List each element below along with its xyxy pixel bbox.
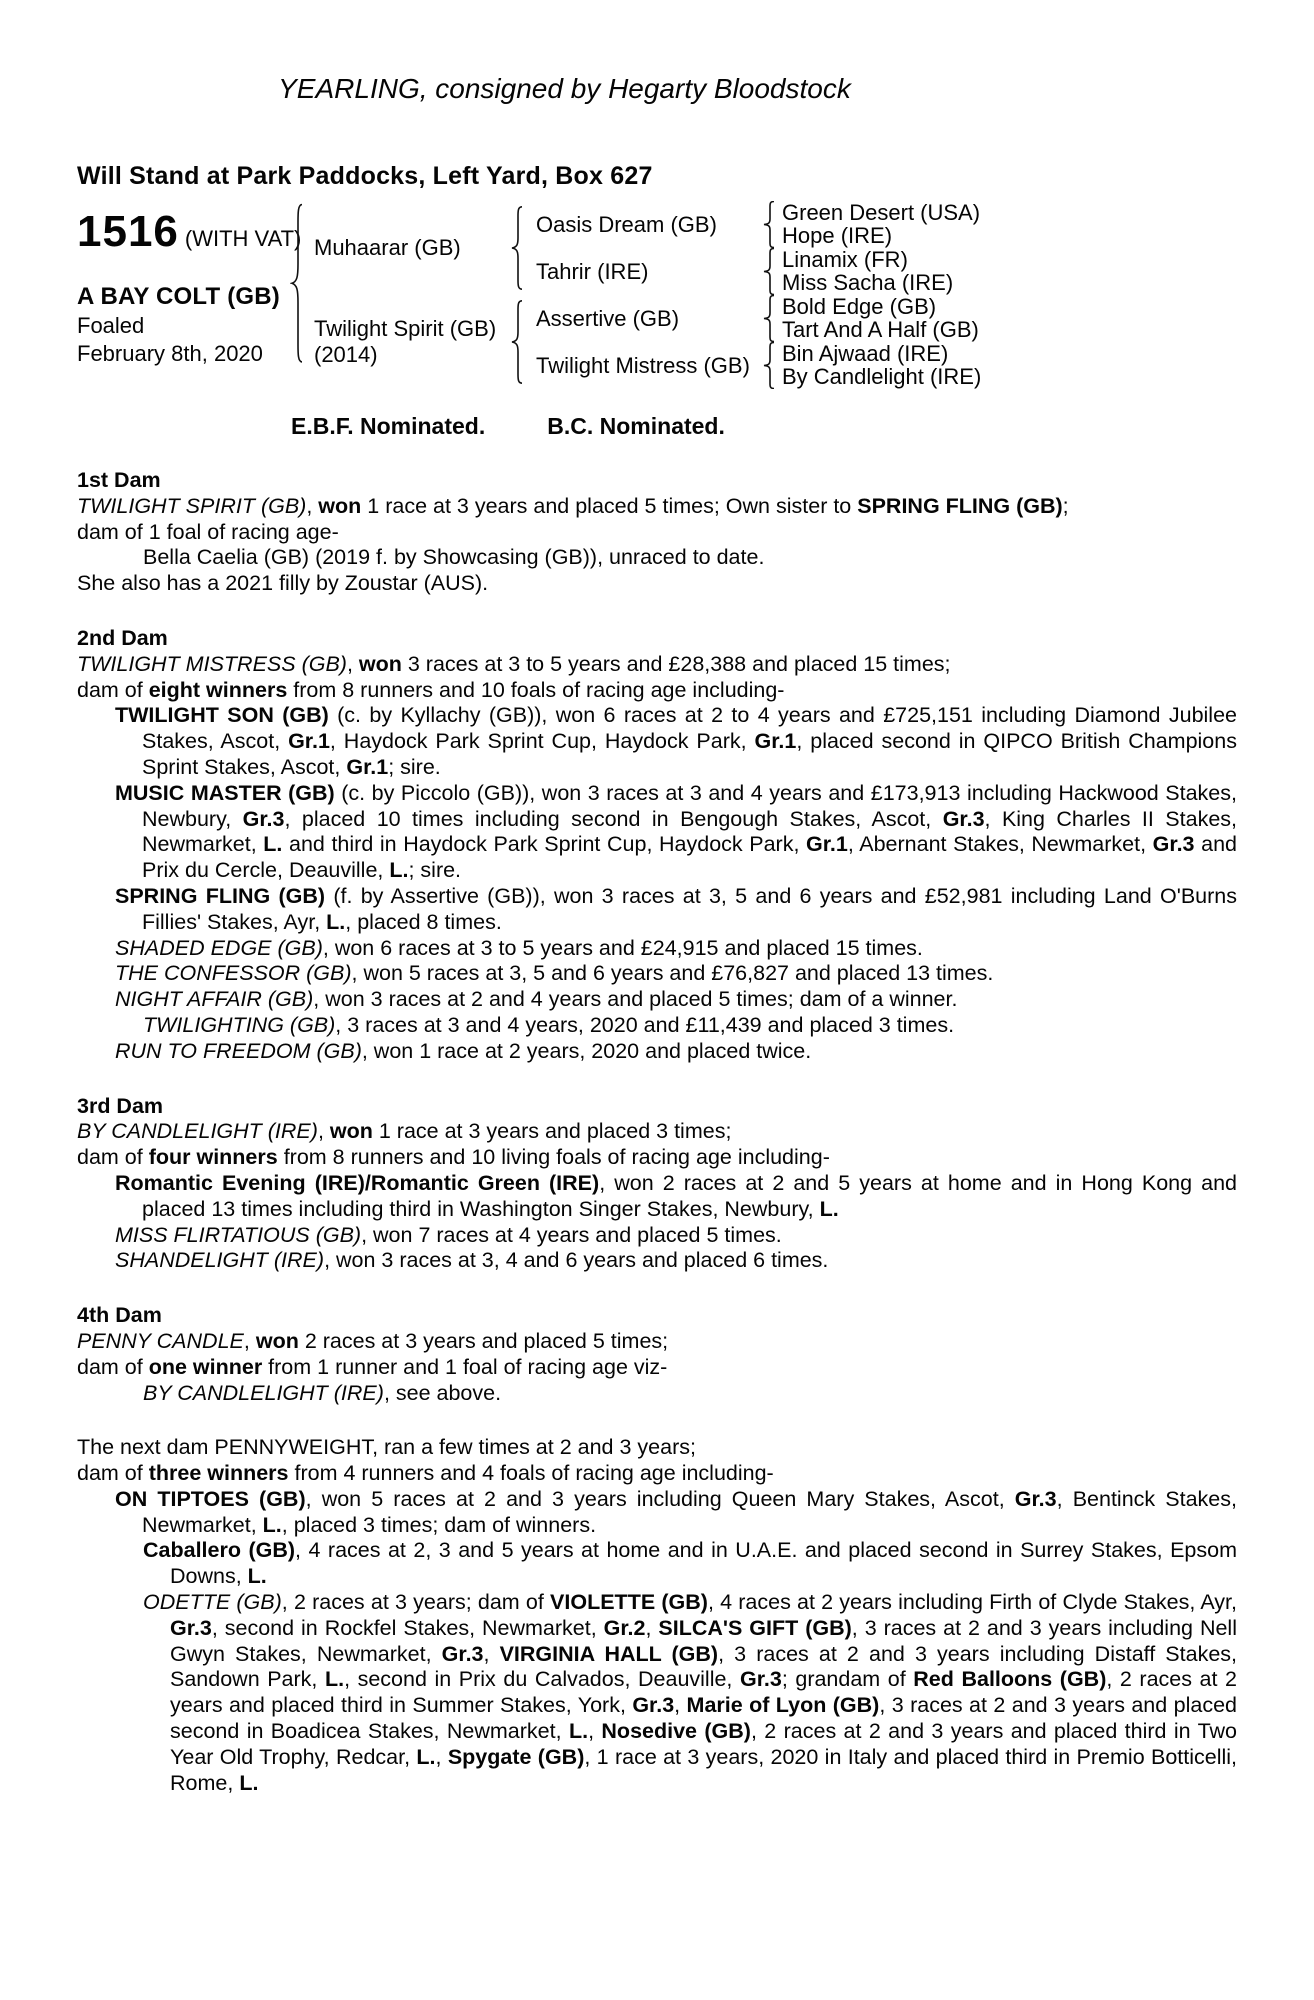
granddam-name: Twilight Mistress (GB) <box>536 352 750 378</box>
catalogue-paragraph: ON TIPTOES (GB), won 5 races at 2 and 3 years including Queen Mary Stakes, Ascot, Gr.3, Bentinck Stakes, Newmarket, L., placed 3 times; dam of winners. <box>115 1486 1237 1537</box>
stand-location-line: Will Stand at Park Paddocks, Left Yard, Box 627 <box>77 162 653 190</box>
catalogue-paragraph: SHADED EDGE (GB), won 6 races at 3 to 5 years and £24,915 and placed 15 times. <box>115 935 923 960</box>
dam-section <box>77 1435 1237 1796</box>
catalogue-paragraph: RUN TO FREEDOM (GB), won 1 race at 2 years, 2020 and placed twice. <box>115 1038 812 1063</box>
dam-section <box>77 626 1237 1065</box>
foaled-label: Foaled <box>77 313 145 338</box>
bc-nomination: B.C. Nominated. <box>547 413 725 439</box>
catalogue-paragraph: THE CONFESSOR (GB), won 5 races at 3, 5 and 6 years and £76,827 and placed 13 times. <box>115 961 994 986</box>
lot-number: 1516 <box>77 207 179 256</box>
pedigree-block <box>77 199 1237 390</box>
great-grandparent-name: Green Desert (USA) <box>782 199 981 225</box>
catalogue-paragraph: Caballero (GB), 4 races at 2, 3 and 5 years at home and in U.A.E. and placed second in Surrey Stakes, Epsom Downs, L. <box>143 1538 1237 1589</box>
catalogue-paragraph: BY CANDLELIGHT (IRE), won 1 race at 3 years and placed 3 times; <box>77 1119 732 1144</box>
dam-section <box>77 1303 1237 1406</box>
dam-name-text: Twilight Spirit (GB) <box>314 316 497 341</box>
pedigree-brace <box>510 201 536 295</box>
catalogue-paragraph: TWILIGHT MISTRESS (GB), won 3 races at 3 to 5 years and £28,388 and placed 15 times; <box>77 651 951 676</box>
great-grandparent-name: Miss Sacha (IRE) <box>782 270 954 296</box>
dam-section <box>77 1094 1237 1275</box>
catalogue-paragraph: NIGHT AFFAIR (GB), won 3 races at 2 and 4 years and placed 5 times; dam of a winner. <box>115 987 958 1012</box>
section-heading: 1st Dam <box>77 468 161 492</box>
foaled-date: February 8th, 2020 <box>77 341 263 366</box>
catalogue-paragraph: BY CANDLELIGHT (IRE), see above. <box>143 1380 502 1405</box>
dam-section <box>77 468 1237 597</box>
section-heading: 4th Dam <box>77 1303 162 1328</box>
horse-description: A BAY COLT (GB) <box>77 283 281 310</box>
catalogue-paragraph: dam of three winners from 4 runners and 4 foals of racing age including- <box>77 1461 774 1486</box>
section-heading: 2nd Dam <box>77 625 168 650</box>
catalogue-paragraph: The next dam PENNYWEIGHT, ran a few times at 2 and 3 years; <box>77 1435 696 1460</box>
great-grandparent-name: Bin Ajwaad (IRE) <box>782 340 949 366</box>
vat-note: (WITH VAT) <box>184 226 302 251</box>
great-grandparent-name: Bold Edge (GB) <box>782 293 937 319</box>
dam-year: (2014) <box>314 342 378 367</box>
catalogue-paragraph: dam of 1 foal of racing age- <box>77 519 339 544</box>
catalogue-paragraph: dam of one winner from 1 runner and 1 foal of racing age viz- <box>77 1354 668 1379</box>
catalogue-paragraph: TWILIGHT SON (GB) (c. by Kyllachy (GB)), won 6 races at 2 to 4 years and £725,151 including Diamond Jubilee Stakes, Ascot, Gr.1, Haydock Park Sprint Cup, Haydock Park, Gr.1, placed second in QIPCO British Champions Sprint Stakes, Ascot, Gr.1; sire. <box>115 703 1238 779</box>
catalogue-paragraph: Bella Caelia (GB) (2019 f. by Showcasing (GB)), unraced to date. <box>143 545 765 570</box>
pedigree-brace <box>510 295 536 389</box>
pedigree-brace <box>762 201 782 248</box>
great-grandparent-name: Linamix (FR) <box>782 246 908 272</box>
ebf-nomination: E.B.F. Nominated. <box>291 413 486 439</box>
catalogue-paragraph: TWILIGHTING (GB), 3 races at 3 and 4 years, 2020 and £11,439 and placed 3 times. <box>143 1012 955 1037</box>
great-grandparent-name: Tart And A Half (GB) <box>782 317 979 343</box>
dam-name <box>314 316 510 368</box>
consignor-line: YEARLING, consigned by Hegarty Bloodstock <box>278 73 851 104</box>
section-heading: 3rd Dam <box>77 1093 164 1118</box>
catalogue-paragraph: SHANDELIGHT (IRE), won 3 races at 3, 4 and 6 years and placed 6 times. <box>115 1248 829 1273</box>
sire-name: Muhaarar (GB) <box>314 235 461 260</box>
lot-info <box>77 207 302 367</box>
nominations-line <box>77 413 1237 440</box>
catalogue-paragraph: SPRING FLING (GB) (f. by Assertive (GB)), won 3 races at 3, 5 and 6 years and £52,981 including Land O'Burns Fillies' Stakes, Ayr, L., placed 8 times. <box>115 883 1237 934</box>
catalogue-paragraph: ODETTE (GB), 2 races at 3 years; dam of VIOLETTE (GB), 4 races at 2 years including Firth of Clyde Stakes, Ayr, Gr.3, second in Rockfel Stakes, Newmarket, Gr.2, SILCA'S GIFT (GB), 3 races at 2 and 3 years including Nell Gwyn Stakes, Newmarket, Gr.3, VIRGINIA HALL (GB), 3 races at 2 and 3 years including Distaff Stakes, Sandown Park, L., second in Prix du Calvados, Deauville, Gr.3; grandam of Red Balloons (GB), 2 races at 2 years and placed third in Summer Stakes, York, Gr.3, Marie of Lyon (GB), 3 races at 2 and 3 years and placed second in Boadicea Stakes, Newmarket, L., Nosedive (GB), 2 races at 2 and 3 years and placed third in Two Year Old Trophy, Redcar, L., Spygate (GB), 1 race at 3 years, 2020 in Italy and placed third in Premio Botticelli, Rome, L. <box>143 1590 1238 1795</box>
grandsire-name: Oasis Dream (GB) <box>536 211 717 237</box>
granddam-name: Tahrir (IRE) <box>536 258 649 284</box>
catalogue-paragraph: dam of four winners from 8 runners and 10 living foals of racing age including- <box>77 1145 830 1170</box>
pedigree-brace <box>762 248 782 295</box>
catalogue-paragraph: TWILIGHT SPIRIT (GB), won 1 race at 3 years and placed 5 times; Own sister to SPRING FLING (GB); <box>77 493 1069 518</box>
catalogue-body <box>77 468 1237 1796</box>
catalogue-paragraph: MUSIC MASTER (GB) (c. by Piccolo (GB)), won 3 races at 3 and 4 years and £173,913 including Hackwood Stakes, Newbury, Gr.3, placed 10 times including second in Bengough Stakes, Ascot, Gr.3, King Charles II Stakes, Newmarket, L. and third in Haydock Park Sprint Cup, Haydock Park, Gr.1, Abernant Stakes, Newmarket, Gr.3 and Prix du Cercle, Deauville, L.; sire. <box>115 780 1238 883</box>
catalogue-paragraph: PENNY CANDLE, won 2 races at 3 years and placed 5 times; <box>77 1328 669 1353</box>
great-grandparent-name: Hope (IRE) <box>782 223 893 249</box>
catalogue-paragraph: dam of eight winners from 8 runners and 10 foals of racing age including- <box>77 677 785 702</box>
pedigree-brace <box>290 201 314 366</box>
catalogue-paragraph: She also has a 2021 filly by Zoustar (AUS). <box>77 571 489 596</box>
pedigree-table <box>290 201 1237 389</box>
pedigree-brace <box>762 295 782 342</box>
catalogue-paragraph: Romantic Evening (IRE)/Romantic Green (IRE), won 2 races at 2 and 5 years at home and in Hong Kong and placed 13 times including third in Washington Singer Stakes, Newbury, L. <box>115 1170 1237 1221</box>
pedigree-brace <box>762 342 782 389</box>
great-grandparent-name: By Candlelight (IRE) <box>782 364 982 390</box>
catalogue-paragraph: MISS FLIRTATIOUS (GB), won 7 races at 4 years and placed 5 times. <box>115 1222 782 1247</box>
grandsire-name: Assertive (GB) <box>536 305 680 331</box>
